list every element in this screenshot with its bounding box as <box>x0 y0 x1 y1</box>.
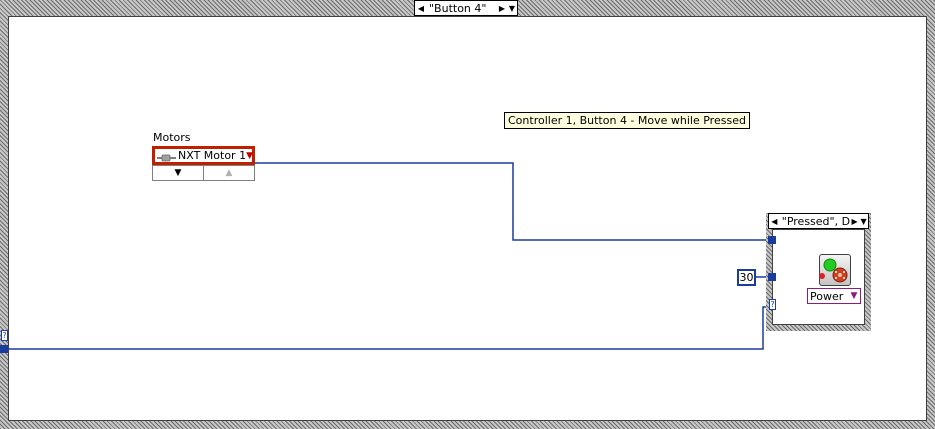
triangle-right-icon: ▶ <box>498 3 506 13</box>
power-mode-label: Power <box>810 289 844 303</box>
motors-dropdown-icon[interactable]: ▼ <box>246 150 253 161</box>
motor-move-icon <box>820 255 850 285</box>
motor-block-input-terminal[interactable] <box>819 273 825 279</box>
inner-case-next-button[interactable] <box>850 217 859 226</box>
case-dropdown-button[interactable] <box>507 4 517 13</box>
inner-case-selector-label: "Pressed", D <box>781 214 851 228</box>
triangle-down-icon: ▼ <box>508 3 516 13</box>
case-prev-button[interactable] <box>415 1 427 15</box>
constant-tunnel[interactable] <box>768 273 776 281</box>
motors-increment-button[interactable] <box>204 166 254 180</box>
triangle-left-icon: ◀ <box>417 3 425 13</box>
motors-control[interactable] <box>152 146 255 181</box>
case-next-button[interactable] <box>497 4 507 13</box>
power-mode-selector[interactable] <box>807 288 861 304</box>
case-selector-label: "Button 4" <box>429 1 487 15</box>
motor-connector-icon <box>157 152 177 160</box>
case-selector[interactable] <box>414 0 518 16</box>
triangle-up-icon: ▲ <box>225 168 233 178</box>
controller-tunnel[interactable] <box>0 345 8 353</box>
selector-terminal[interactable]: ? <box>770 300 775 309</box>
power-constant[interactable]: 30 <box>737 269 756 286</box>
triangle-left-icon: ◀ <box>771 216 778 226</box>
motors-arrows <box>152 165 255 181</box>
diagram-comment[interactable]: Controller 1, Button 4 - Move while Pressed <box>504 112 750 129</box>
chevron-down-icon[interactable]: ▼ <box>850 291 858 301</box>
inner-case-selector[interactable] <box>768 213 869 229</box>
motor-block[interactable] <box>819 254 851 286</box>
motors-label: Motors <box>153 131 191 144</box>
case-selector-terminal[interactable]: ? <box>2 331 7 340</box>
motors-value-field[interactable] <box>152 146 255 165</box>
triangle-down-icon: ▼ <box>860 216 867 226</box>
triangle-right-icon: ▶ <box>851 216 858 226</box>
inner-case-dropdown-button[interactable] <box>859 217 868 226</box>
triangle-down-icon: ▼ <box>174 168 182 178</box>
motors-decrement-button[interactable] <box>153 166 204 180</box>
motors-value: NXT Motor 1 <box>178 149 247 162</box>
inner-case-prev-button[interactable] <box>769 214 780 228</box>
motor-tunnel[interactable] <box>768 236 776 244</box>
